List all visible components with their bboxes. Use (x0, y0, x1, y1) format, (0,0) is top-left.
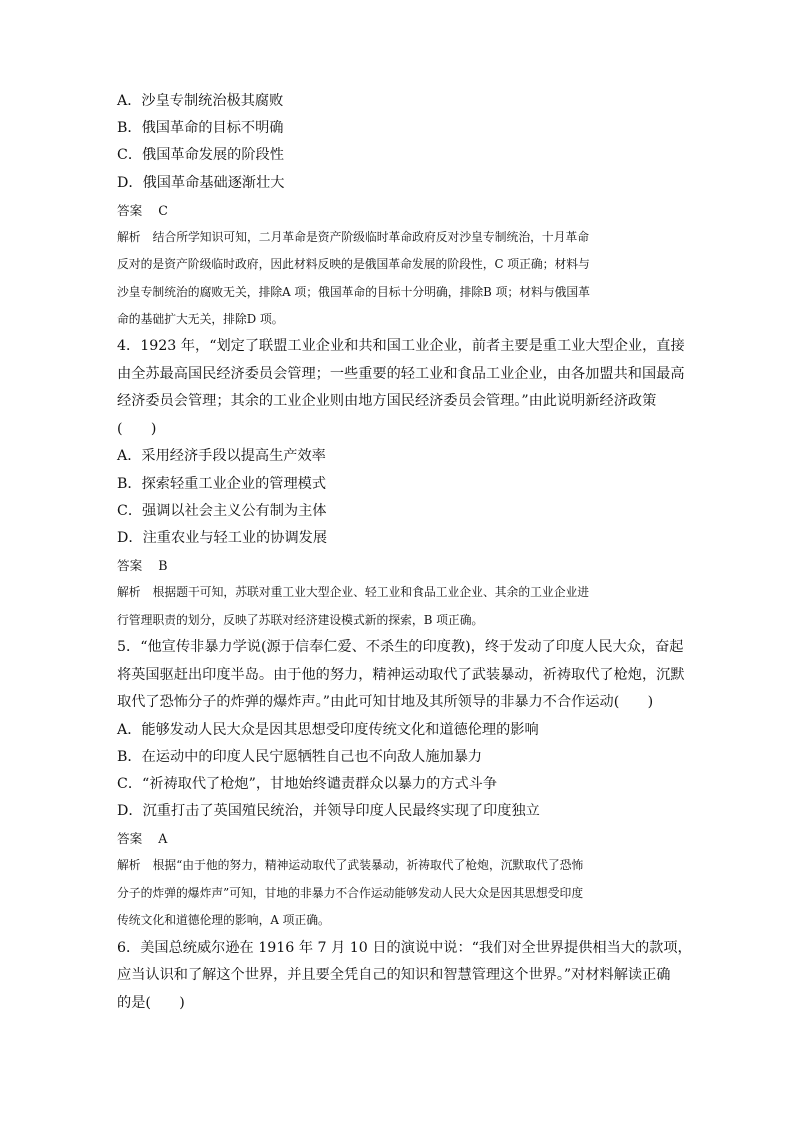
q4-option-b: B．探索轻重工业企业的管理模式 (117, 475, 327, 492)
q5-option-d: D．沉重打击了英国殖民统治，并领导印度人民最终实现了印度独立 (117, 803, 540, 820)
answer-label: 答案 (117, 202, 143, 218)
q4-option-c: C．强调以社会主义公有制为主体 (117, 502, 327, 519)
question-6 (117, 935, 692, 1018)
q3-option-d: D．俄国革命基础逐渐壮大 (117, 174, 285, 191)
answer-label: 答案 (117, 558, 143, 574)
explanation-line: 反对的是资产阶级临时政府，因此材料反映的是俄国革命发展的阶段性，C 项正确；材料与 (117, 257, 590, 272)
q3-answer (117, 197, 685, 224)
explanation-label: 解析 (117, 229, 141, 244)
q5-option-b: B．在运动中的印度人民宁愿牺牲自己也不向敌人施加暴力 (117, 748, 483, 765)
q6-stem (117, 935, 692, 1018)
q4-option-d: D．注重农业与轻工业的协调发展 (117, 530, 328, 547)
question-3 (117, 88, 685, 333)
question-5 (117, 634, 685, 935)
explanation-line: 传统文化和道德伦理的影响，A 项正确。 (117, 913, 330, 928)
stem-line: 6．美国总统威尔逊在 1916 年 7 月 10 日的演说中说：“我们对全世界提供相当大的款项， (117, 939, 692, 956)
explanation-line (117, 224, 685, 251)
stem-line: 经济委员会管理；其余的工业企业则由地方国民经济委员会管理。”由此说明新经济政策 (117, 393, 657, 410)
explanation-text: 根据题干可知，苏联对重工业大型企业、轻工业和食品工业企业、其余的工业企业进 (152, 585, 590, 600)
q5-option-a: A．能够发动人民大众是因其思想受印度传统文化和道德伦理的影响 (117, 721, 539, 738)
q5-explanation (117, 852, 685, 934)
answer-value: B (158, 558, 168, 574)
explanation-line: 命的基础扩大无关，排除D 项。 (117, 312, 284, 327)
q4-option-a: A．采用经济手段以提高生产效率 (117, 448, 326, 465)
stem-line: 取代了恐怖分子的炸弹的爆炸声。”由此可知甘地及其所领导的非暴力不合作运动( ) (117, 694, 654, 711)
q4-answer (117, 552, 685, 579)
stem-line: 5．“他宣传非暴力学说(源于信奉仁爱、不杀生的印度教)，终于发动了印度人民大众，奋起 (117, 639, 684, 656)
stem-line: 将英国驱赶出印度半岛。由于他的努力，精神运动取代了武装暴动，祈祷取代了枪炮，沉默 (117, 666, 685, 683)
stem-line: ( ) (117, 420, 157, 437)
q5-option-c: C．“祈祷取代了枪炮”，甘地始终谴责群众以暴力的方式斗争 (117, 775, 498, 792)
explanation-line: 分子的炸弹的爆炸声”可知，甘地的非暴力不合作运动能够发动人民大众是因其思想受印度 (117, 885, 584, 900)
stem-line: 应当认识和了解这个世界，并且要全凭自己的知识和智慧管理这个世界。”对材料解读正确 (117, 967, 671, 984)
q3-explanation (117, 224, 685, 334)
explanation-text: 根据“由于他的努力，精神运动取代了武装暴动，祈祷取代了枪炮，沉默取代了恐怖 (152, 858, 584, 873)
explanation-line (117, 852, 685, 879)
q3-option-a: A．沙皇专制统治极其腐败 (117, 93, 284, 109)
answer-value: C (158, 202, 168, 218)
question-4 (117, 333, 685, 634)
stem-line: 4．1923 年，“划定了联盟工业企业和共和国工业企业，前者主要是重工业大型企业，直接 (117, 338, 685, 355)
q5-answer (117, 825, 685, 852)
answer-value: A (158, 831, 168, 847)
stem-line: 由全苏最高国民经济委员会管理；一些重要的轻工业和食品工业企业，由各加盟共和国最高 (117, 365, 685, 382)
explanation-text: 结合所学知识可知，二月革命是资产阶级临时革命政府反对沙皇专制统治，十月革命 (152, 229, 590, 244)
document-page (117, 88, 692, 1017)
q5-stem (117, 634, 685, 717)
explanation-label: 解析 (117, 585, 141, 600)
q4-explanation (117, 579, 685, 634)
q3-option-b: B．俄国革命的目标不明确 (117, 120, 284, 137)
stem-line: 的是( ) (117, 994, 185, 1011)
explanation-label: 解析 (117, 858, 141, 873)
explanation-line: 沙皇专制统治的腐败无关，排除A 项；俄国革命的目标十分明确，排除B 项；材料与俄国革 (117, 284, 590, 299)
q4-stem (117, 333, 685, 443)
q3-option-c: C．俄国革命发展的阶段性 (117, 147, 284, 164)
explanation-line: 行管理职责的划分，反映了苏联对经济建设模式新的探索，B 项正确。 (117, 612, 484, 627)
explanation-line (117, 579, 685, 606)
answer-label: 答案 (117, 831, 143, 847)
